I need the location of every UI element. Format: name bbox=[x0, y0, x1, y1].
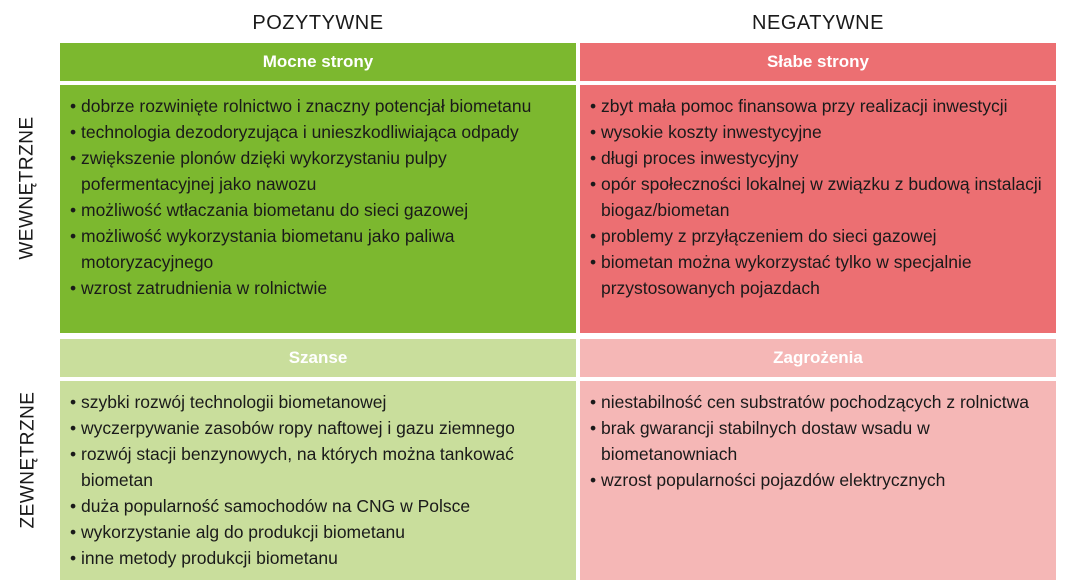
column-header-negative: NEGATYWNE bbox=[752, 12, 884, 34]
opportunities-list bbox=[70, 389, 568, 571]
threat-item: • niestabilność cen substratów pochodzących z rolnictwa bbox=[590, 389, 1048, 415]
row-header-external-label: ZEWNĘTRZNE bbox=[17, 391, 38, 528]
threat-item: • wzrost popularności pojazdów elektrycznych bbox=[590, 467, 1048, 493]
opportunity-item: • inne metody produkcji biometanu bbox=[70, 545, 568, 571]
weakness-item: • zbyt mała pomoc finansowa przy realizacji inwestycji bbox=[590, 93, 1048, 119]
strengths-list bbox=[70, 93, 568, 301]
strength-item: • technologia dezodoryzująca i unieszkodliwiająca odpady bbox=[70, 119, 568, 145]
weakness-item: • problemy z przyłączeniem do sieci gazowej bbox=[590, 223, 1048, 249]
threats-panel bbox=[580, 381, 1056, 580]
opportunity-item: • wykorzystanie alg do produkcji biometanu bbox=[70, 519, 568, 545]
threat-item: • brak gwarancji stabilnych dostaw wsadu w biometanowniach bbox=[590, 415, 1048, 467]
weaknesses-list bbox=[590, 93, 1048, 301]
opportunity-item: • szybki rozwój technologii biometanowej bbox=[70, 389, 568, 415]
weaknesses-title: Słabe strony bbox=[580, 43, 1056, 81]
strength-item: • możliwość wtłaczania biometanu do sieci gazowej bbox=[70, 197, 568, 223]
opportunities-title: Szanse bbox=[60, 339, 576, 377]
strength-item: • dobrze rozwinięte rolnictwo i znaczny potencjał biometanu bbox=[70, 93, 568, 119]
threats-list bbox=[590, 389, 1048, 493]
row-header-internal-label: WEWNĘTRZNE bbox=[17, 116, 39, 260]
strengths-title: Mocne strony bbox=[60, 43, 576, 81]
strength-item: • zwiększenie plonów dzięki wykorzystaniu pulpy pofermentacyjnej jako nawozu bbox=[70, 145, 568, 197]
row-header-internal bbox=[0, 43, 56, 333]
weakness-item: • długi proces inwestycyjny bbox=[590, 145, 1048, 171]
row-header-external bbox=[0, 339, 56, 580]
opportunity-item: • duża popularność samochodów na CNG w Polsce bbox=[70, 493, 568, 519]
opportunity-item: • rozwój stacji benzynowych, na których można tankować biometan bbox=[70, 441, 568, 493]
threats-title: Zagrożenia bbox=[580, 339, 1056, 377]
weakness-item: • opór społeczności lokalnej w związku z budową instalacji biogaz/biometan bbox=[590, 171, 1048, 223]
strength-item: • wzrost zatrudnienia w rolnictwie bbox=[70, 275, 568, 301]
column-header-positive: POZYTYWNE bbox=[252, 12, 384, 34]
weakness-item: • biometan można wykorzystać tylko w specjalnie przystosowanych pojazdach bbox=[590, 249, 1048, 301]
weakness-item: • wysokie koszty inwestycyjne bbox=[590, 119, 1048, 145]
opportunities-panel bbox=[60, 381, 576, 580]
strength-item: • możliwość wykorzystania biometanu jako paliwa motoryzacyjnego bbox=[70, 223, 568, 275]
strengths-panel bbox=[60, 85, 576, 333]
weaknesses-panel bbox=[580, 85, 1056, 333]
opportunity-item: • wyczerpywanie zasobów ropy naftowej i gazu ziemnego bbox=[70, 415, 568, 441]
